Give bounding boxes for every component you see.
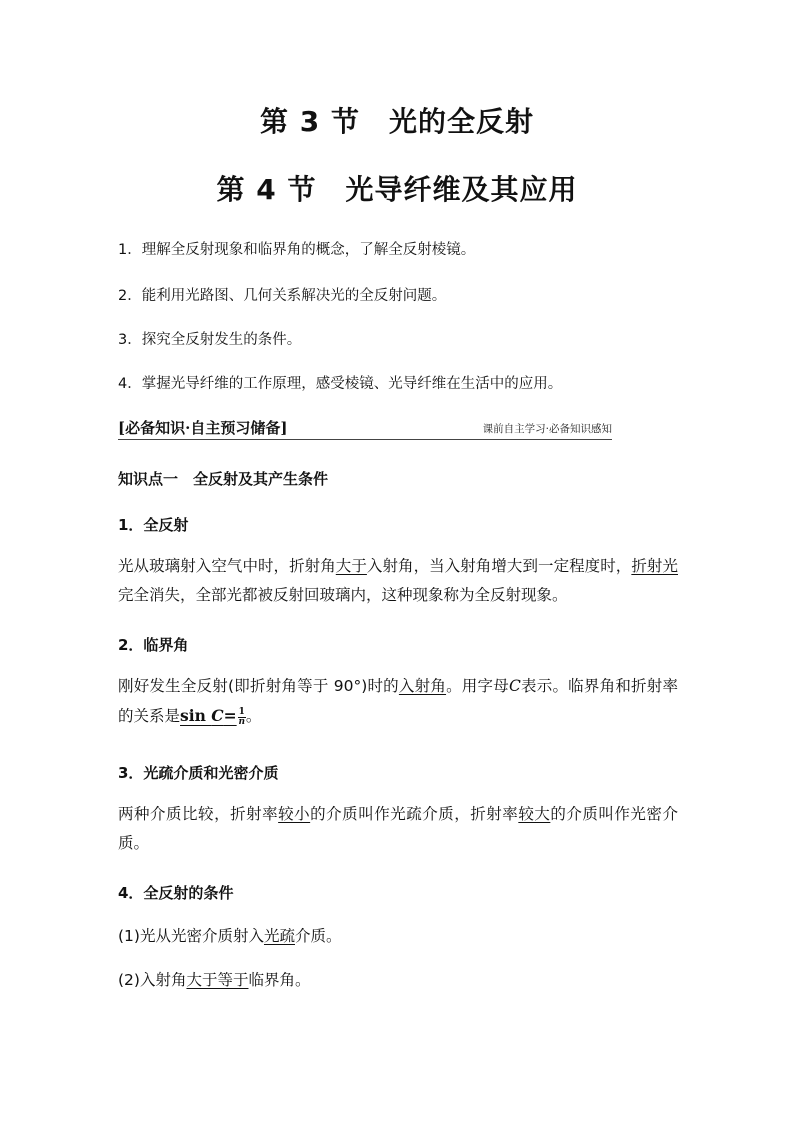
paragraph-critical-angle bbox=[118, 672, 678, 731]
section-bar-subtitle: 课前自主学习·必备知识感知 bbox=[482, 423, 612, 435]
text: 临界角。 bbox=[248, 971, 311, 989]
text: 完全消失，全部光都被反射回玻璃内，这种现象称为全反射现象。 bbox=[118, 586, 568, 604]
objective-1: 1．理解全反射现象和临界角的概念，了解全反射棱镜。 bbox=[118, 242, 476, 258]
paragraph-media bbox=[118, 800, 678, 858]
paragraph-total-reflection bbox=[118, 552, 678, 610]
objective-3: 3．探究全反射发生的条件。 bbox=[118, 332, 302, 348]
answer-blank: 入射角 bbox=[398, 677, 447, 695]
text: 的介质叫作光密介质。 bbox=[118, 805, 678, 852]
condition-1 bbox=[118, 922, 678, 951]
subheading-media: 3．光疏介质和光密介质 bbox=[118, 764, 279, 782]
text: 介质。 bbox=[294, 927, 342, 945]
objective-4: 4．掌握光导纤维的工作原理，感受棱镜、光导纤维在生活中的应用。 bbox=[118, 376, 563, 392]
answer-blank: 较大 bbox=[518, 805, 551, 823]
text: (2)入射角 bbox=[118, 971, 187, 989]
answer-blank: 折射光 bbox=[631, 557, 678, 575]
formula-eq: = bbox=[223, 706, 237, 725]
text: 刚好发生全反射(即折射角等于 90°)时的 bbox=[118, 677, 399, 695]
section-bar-title: [必备知识·自主预习储备] bbox=[118, 419, 288, 437]
text: (1)光从光密介质射入 bbox=[118, 927, 264, 945]
subheading-critical-angle: 2．临界角 bbox=[118, 636, 189, 654]
subheading-total-reflection: 1．全反射 bbox=[118, 516, 189, 534]
symbol-c: C bbox=[508, 677, 521, 695]
formula-sin: sin bbox=[180, 706, 212, 725]
formula-fraction bbox=[238, 708, 246, 727]
text: 两种介质比较，折射率 bbox=[118, 805, 279, 823]
section-bar bbox=[118, 415, 612, 440]
objective-2: 2．能利用光路图、几何关系解决光的全反射问题。 bbox=[118, 288, 447, 304]
fraction-numerator: 1 bbox=[238, 706, 245, 717]
answer-blank: 大于等于 bbox=[186, 971, 249, 989]
answer-blank: 光疏 bbox=[263, 927, 295, 945]
text: 光从玻璃射入空气中时，折射角 bbox=[118, 557, 336, 575]
formula-var: C bbox=[211, 706, 224, 725]
text: 。 bbox=[245, 707, 262, 725]
fraction-denominator: n bbox=[238, 716, 246, 727]
text: 表示。临界角和折射率的关系是 bbox=[118, 677, 678, 725]
text: 的介质叫作光疏介质，折射率 bbox=[310, 805, 519, 823]
answer-blank: 大于 bbox=[335, 557, 367, 575]
section-title-4: 第 4 节 光导纤维及其应用 bbox=[216, 173, 578, 206]
section-title-3: 第 3 节 光的全反射 bbox=[260, 105, 534, 138]
condition-2 bbox=[118, 966, 678, 995]
critical-angle-formula bbox=[180, 707, 246, 725]
text: 入射角，当入射角增大到一定程度时， bbox=[366, 557, 632, 575]
text: 。用字母 bbox=[446, 677, 509, 695]
knowledge-point-heading: 知识点一 全反射及其产生条件 bbox=[118, 470, 329, 488]
answer-blank: 较小 bbox=[278, 805, 311, 823]
subheading-conditions: 4．全反射的条件 bbox=[118, 884, 234, 902]
